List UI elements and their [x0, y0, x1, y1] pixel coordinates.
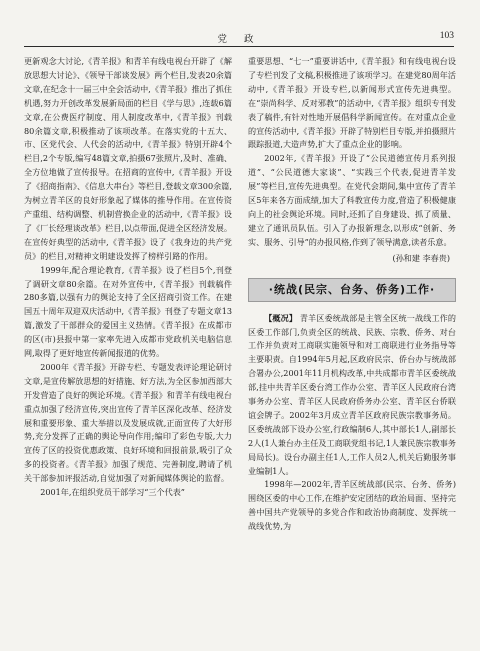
paragraph: 更新观念大讨论,《青羊报》和青羊有线电视台开辟了《解放思想大讨论》、《领导干部谈发展》两个栏目,发表20余篇文章,在纪念十一届三中全会活动中,《青羊报》推出了抓住机遇,努力开创改革发展新局面的栏目《学与思》,连载6篇文章,在公费医疗制度、用人制度改革中,《青羊报》刊载80余篇文章,积极推动了该项改革。在落实党的十五大、市、区党代会、人代会的活动中,《青羊报》特别开辟4个栏目,2个专版,编写48篇文章,拍摄67张照片,及时、准确、全方位地做了宣传报导。在招商的宣传中,《青羊报》开设了《招商指南》、《信息大串台》等栏目,登载文章300余篇,为树立青羊区的良好形象起了媒体的推导作用。在宣传资产重组、结构调整、机制营换企业的活动中,《青羊报》设了《厂长经理谈改革》栏目,以点带面,促进全区经济发展。在宣传好典型的活动中,《青羊报》设了《我身边的共产党员》的栏目,对精神文明建设发挥了榜样引路的作用。 — [24, 56, 232, 261]
paragraph: 2001年,在组织党员干部学习“三个代表” — [40, 487, 185, 498]
paragraph-overview: 【概况】 青羊区委统战部是主管全区统一战线工作的区委工作部门,负责全区的统战、民族、宗教、侨务、对台工作并负责对工商联实施领导和对工商联进行业务指导等主要职责。自1994年5月起,区政府民宗、侨台办与统战部合署办公,2001年11月机构改革,中共成都市青羊区委统战部,挂中共青羊区委台湾工作办公室、青羊区人民政府台湾事务办公室、青羊区人民政府侨务办公室、青羊区台侨联谊会牌子。2002年3月成立青羊区政府民族宗教事务局。区委统战部下设办公室,行政编制6人,其中部长1人,副部长2人(1人兼台办主任及工商联党组书记,1人兼民族宗教事务局局长)。设台办副主任1人,工作人员2人,机关后勤服务事业编制1人。 — [248, 312, 456, 476]
section-title: 党 政 — [217, 34, 261, 45]
paragraph: 1999年,配合理论教育,《青羊报》设了栏目5个,刊登了调研文章80余篇。在对外宣传中,《青羊报》刊载稿件280多篇,以强有力的舆论支持了全区招商引资工作。在建国五十周年双迎双庆活动中,《青羊报》刊登了专题文章13篇,激发了干部群众的爱国主义热情。《青羊报》在成都市的区(市)县报中第一家率先进入成都市党政机关电脑信息网,取得了更好地宣传新闻报道的优势。 — [24, 264, 232, 359]
section-banner: ·统战(民宗、台务、侨务)工作· — [248, 278, 456, 302]
right-column — [248, 55, 456, 534]
paragraph: 重要思想、“七一”重要讲话中,《青羊报》和有线电视台设了专栏刊发了文稿,积极推进了该项学习。在建党80周年活动中,《青羊报》开设专栏,以新闻形式宣传先进典型。在“崇尚科学、反对邪教”的活动中,《青羊报》组织专刊发表了稿件,有针对性地开展倡科学新闻宣传。在对重点企业的宣传活动中,《青羊报》开辟了特别栏目专版,并拍摄照片跟踪报道,大造声势,扩大了重点企业的影响。 — [248, 56, 456, 150]
overview-tag: 【概况】 — [264, 312, 298, 323]
page-header — [24, 30, 454, 47]
paragraph: 2002年,《青羊报》开设了“公民道德宣传月系列报道”、“公民道德大家谈”、“实践三个代表,促进青羊发展”等栏目,宣传先进典型。在党代会期间,集中宣传了青羊区5年来各方面成绩,加大了科教宣传力度,营造了积极健康向上的社会舆论环境。同时,还抓了自身建设、抓了质量、建立了通讯员队伍。引入了办报新理念,以形成“创新、务实、服务、引导”的办报风格,作到了领导满意,读者乐意。 — [248, 153, 456, 247]
page-number: 103 — [439, 31, 454, 41]
paragraph: 1998年—2002年,青羊区统战部(民宗、台务、侨务)围绕区委的中心工作,在维护安定团结的政治局面、坚持完善中国共产党领导的多党合作和政治协商制度、发挥统一战线优势,为 — [248, 479, 456, 532]
author-byline: (孙和建 李春贵) — [392, 252, 450, 263]
left-column — [24, 55, 232, 500]
paragraph: 2000年《青羊报》开辟专栏、专题发表评论理论研讨文章,是宣传解放思想的好措施、好方法,为全区参加西部大开发营造了良好的舆论环境。《青羊报》和青羊有线电视台重点加强了经济宣传,突出宣传了青羊区深化改革、经济发展和重要形象、重大举措以及发展成就,正面宣传了大好形势,充分发挥了正确的舆论导向作用;编印了彩色专版,大力宣传了区的投资优惠政策、良好环境和回报前景,吸引了众多的投资者。《青羊报》加强了规范、完善制度,聘请了机关干部参加评报活动,自觉加强了对新闻媒体舆论的监督。 — [24, 361, 232, 484]
